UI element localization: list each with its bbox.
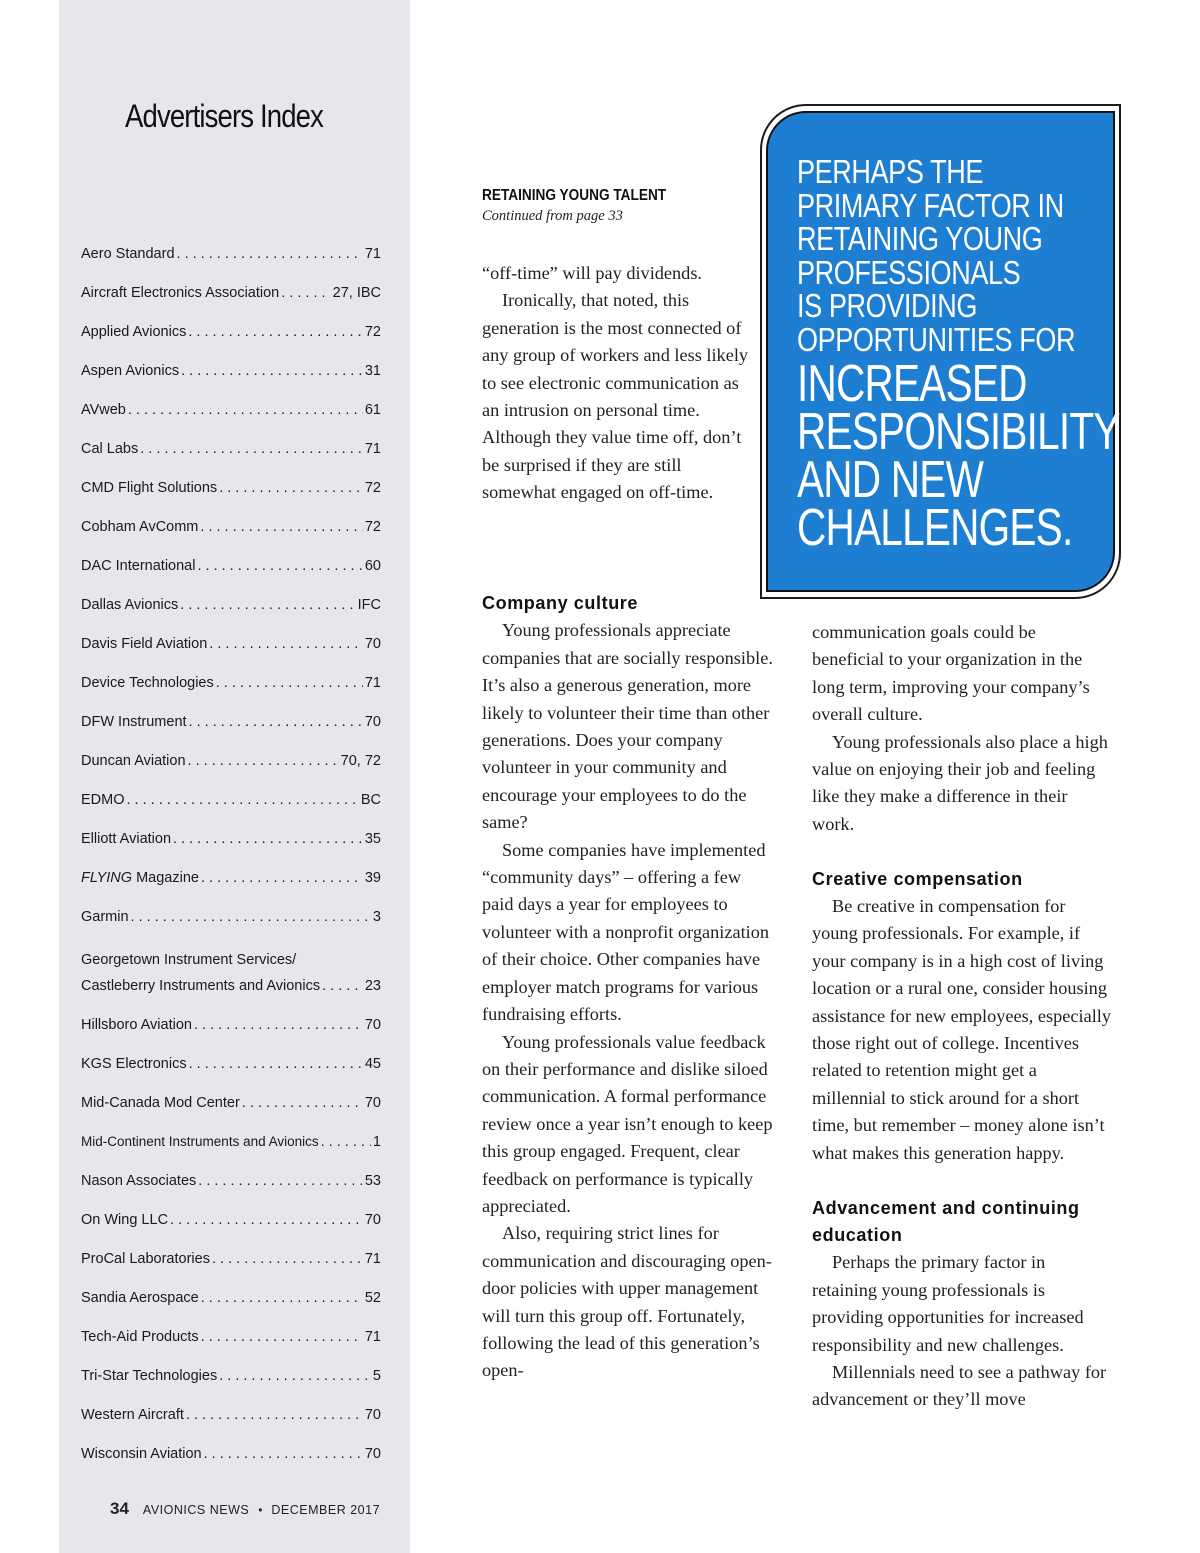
advertiser-entry: Elliott Aviation . . . 35: [81, 830, 381, 848]
advertiser-entry: CMD Flight Solutions . . . 72: [81, 479, 381, 497]
section-label: RETAINING YOUNG TALENT: [482, 187, 667, 204]
advertiser-page: 60: [364, 558, 381, 574]
pull-quote-line: OPPORTUNITIES FOR: [797, 320, 1076, 358]
paragraph: Be creative in compensation for young professionals. For example, if your company is in a high cost of living location or a rural one, consider housing assistance for new employees, especially those right out of college. Incentives related to retention might get a millennial to stick around for a short time, but remember – money alone isn’t what makes this generation happy.: [812, 896, 1111, 1163]
advertiser-page: 71: [364, 246, 381, 262]
advertiser-entry: Nason Associates . . . 53: [81, 1172, 381, 1190]
paragraph: Ironically, that noted, this generation is the most connected of any group of workers and less likely to see electronic communication as an intrusion on personal time. Although they value time off, don’t be surprised if they are still somewhat engaged on off-time.: [482, 290, 749, 503]
pull-quote-emphasis: INCREASED: [797, 355, 1027, 413]
advertiser-entry: KGS Electronics . . . 45: [81, 1055, 381, 1073]
continued-from-note: Continued from page 33: [482, 208, 623, 224]
advertiser-entry: Garmin . . . 3: [81, 908, 381, 926]
advertiser-entry: FLYING Magazine . . . 39: [81, 869, 381, 887]
advertiser-page: 70: [364, 1095, 381, 1111]
pull-quote-line: RETAINING YOUNG: [797, 220, 1043, 257]
article-column-1-top: [482, 260, 750, 507]
advertiser-page: 1: [372, 1134, 381, 1150]
advertiser-page: 72: [364, 480, 381, 496]
advertiser-page: 61: [364, 402, 381, 418]
advertiser-entry: Duncan Aviation . . . 70, 72: [81, 752, 381, 770]
advertiser-page: 70: [364, 1212, 381, 1228]
publication-name: AVIONICS NEWS: [142, 1503, 250, 1517]
heading-creative-compensation: Creative compensation: [812, 868, 1023, 889]
advertiser-page: 31: [364, 363, 381, 379]
advertiser-page: 71: [364, 1329, 381, 1345]
pull-quote-line: PRIMARY FACTOR IN: [797, 186, 1064, 224]
paragraph: Millennials need to see a pathway for advancement or they’ll move: [812, 1361, 1107, 1410]
advertiser-page: 72: [364, 324, 381, 340]
pull-quote-line: PROFESSIONALS: [797, 253, 1021, 291]
advertiser-entry: DAC International . . . 60: [81, 557, 381, 575]
article-column-2: [812, 619, 1112, 1414]
paragraph: Young professionals value feedback on their performance and dislike siloed communication. A formal performance review once a year isn’t enough to keep this group engaged. Frequent, clear feedback on performance is typically appreciated.: [482, 1031, 773, 1216]
advertiser-entry: Aero Standard . . . 71: [81, 245, 381, 263]
advertiser-page: 70: [364, 1407, 381, 1423]
advertiser-page: 5: [372, 1368, 381, 1384]
pull-quote-emphasis: CHALLENGES.: [797, 499, 1073, 557]
pull-quote-emphasis: AND NEW: [797, 451, 984, 509]
advertiser-page: 39: [364, 870, 381, 886]
advertiser-entry: AVweb . . . 61: [81, 401, 381, 419]
issue-date: DECEMBER 2017: [271, 1503, 381, 1517]
pull-quote-line: PERHAPS THE: [797, 153, 983, 190]
paragraph: Perhaps the primary factor in retaining young professionals is providing opportunities for increased responsibility and new challenges.: [812, 1252, 1084, 1355]
advertiser-page: 52: [364, 1290, 381, 1306]
advertiser-entry: Aspen Avionics . . . 31: [81, 362, 381, 380]
advertiser-page: 70: [364, 714, 381, 730]
pull-quote-line: IS PROVIDING: [797, 287, 978, 324]
advertiser-entry: Mid-Canada Mod Center . . . 70: [81, 1094, 381, 1112]
advertiser-entry: Sandia Aerospace . . . 52: [81, 1289, 381, 1307]
advertiser-entry: Mid-Continent Instruments and Avionics . . . 1: [81, 1133, 381, 1151]
advertiser-entry: EDMO . . . BC: [81, 791, 381, 809]
advertiser-page: 45: [364, 1056, 381, 1072]
advertiser-entry: Davis Field Aviation . . . 70: [81, 635, 381, 653]
advertiser-page: 72: [364, 519, 381, 535]
advertiser-page: 71: [364, 675, 381, 691]
advertiser-entry: Aircraft Electronics Association . . . 27, IBC: [81, 284, 381, 302]
advertiser-page: 70, 72: [340, 753, 381, 769]
advertiser-page: 71: [364, 1251, 381, 1267]
advertiser-page: IFC: [357, 597, 381, 613]
advertiser-page: BC: [360, 792, 381, 808]
paragraph: communication goals could be beneficial to your organization in the long term, improving your company’s overall culture.: [812, 622, 1090, 725]
advertiser-page: 70: [364, 1446, 381, 1462]
advertiser-page: 71: [364, 441, 381, 457]
advertiser-page: 3: [372, 909, 381, 925]
paragraph: Young professionals also place a high value on enjoying their job and feeling like they make a difference in their work.: [812, 731, 1108, 834]
advertiser-entry: On Wing LLC . . . 70: [81, 1211, 381, 1229]
advertiser-entry: DFW Instrument . . . 70: [81, 713, 381, 731]
advertiser-entry: Georgetown Instrument Services/ Castleberry Instruments and Avionics . . . 23: [81, 951, 381, 995]
advertiser-page: 70: [364, 636, 381, 652]
article-column-1-bottom: [482, 590, 777, 1385]
pull-quote-box: [766, 111, 1120, 592]
paragraph: “off-time” will pay dividends.: [482, 263, 702, 283]
page-footer: [110, 1499, 380, 1519]
advertiser-page: 53: [364, 1173, 381, 1189]
advertisers-sidebar: [59, 0, 410, 1553]
paragraph: Also, requiring strict lines for communication and discouraging open-door policies with upper management will turn this group off. Fortunately, following the lead of this generation’s open-: [482, 1223, 772, 1381]
advertiser-entry: Cal Labs . . . 71: [81, 440, 381, 458]
advertiser-entry: Applied Avionics . . . 72: [81, 323, 381, 341]
advertiser-page: 35: [364, 831, 381, 847]
advertiser-entry: Dallas Avionics . . . IFC: [81, 596, 381, 614]
advertiser-entry: Wisconsin Aviation . . . 70: [81, 1445, 381, 1463]
advertiser-entry: Tri-Star Technologies . . . 5: [81, 1367, 381, 1385]
advertiser-entry: Cobham AvComm . . . 72: [81, 518, 381, 536]
advertiser-page: 23: [364, 978, 381, 994]
paragraph: Young professionals appreciate companies that are socially responsible. It’s also a generous generation, more likely to volunteer their time than other generations. Does your company volunteer in your community and encourage your employees to do the same?: [482, 620, 773, 833]
pull-quote-emphasis: RESPONSIBILITY: [797, 403, 1120, 461]
heading-company-culture: Company culture: [482, 593, 639, 613]
advertiser-page: 27, IBC: [332, 285, 381, 301]
heading-advancement: Advancement and continuing education: [812, 1197, 1080, 1245]
advertiser-entry: ProCal Laboratories . . . 71: [81, 1250, 381, 1268]
advertiser-entry: Device Technologies . . . 71: [81, 674, 381, 692]
advertisers-index-title: Advertisers Index: [125, 98, 323, 134]
advertiser-entry: Tech-Aid Products . . . 71: [81, 1328, 381, 1346]
advertiser-entry: Hillsboro Aviation . . . 70: [81, 1016, 381, 1034]
page-number: 34: [110, 1499, 129, 1518]
bullet-separator: •: [258, 1503, 263, 1517]
advertiser-page: 70: [364, 1017, 381, 1033]
advertiser-entry: Western Aircraft . . . 70: [81, 1406, 381, 1424]
pull-quote-text: [797, 153, 1197, 557]
paragraph: Some companies have implemented “community days” – offering a few paid days a year for employees to volunteer with a nonprofit organization of their choice. Other companies have employer match programs for various fundraising efforts.: [482, 839, 770, 1025]
